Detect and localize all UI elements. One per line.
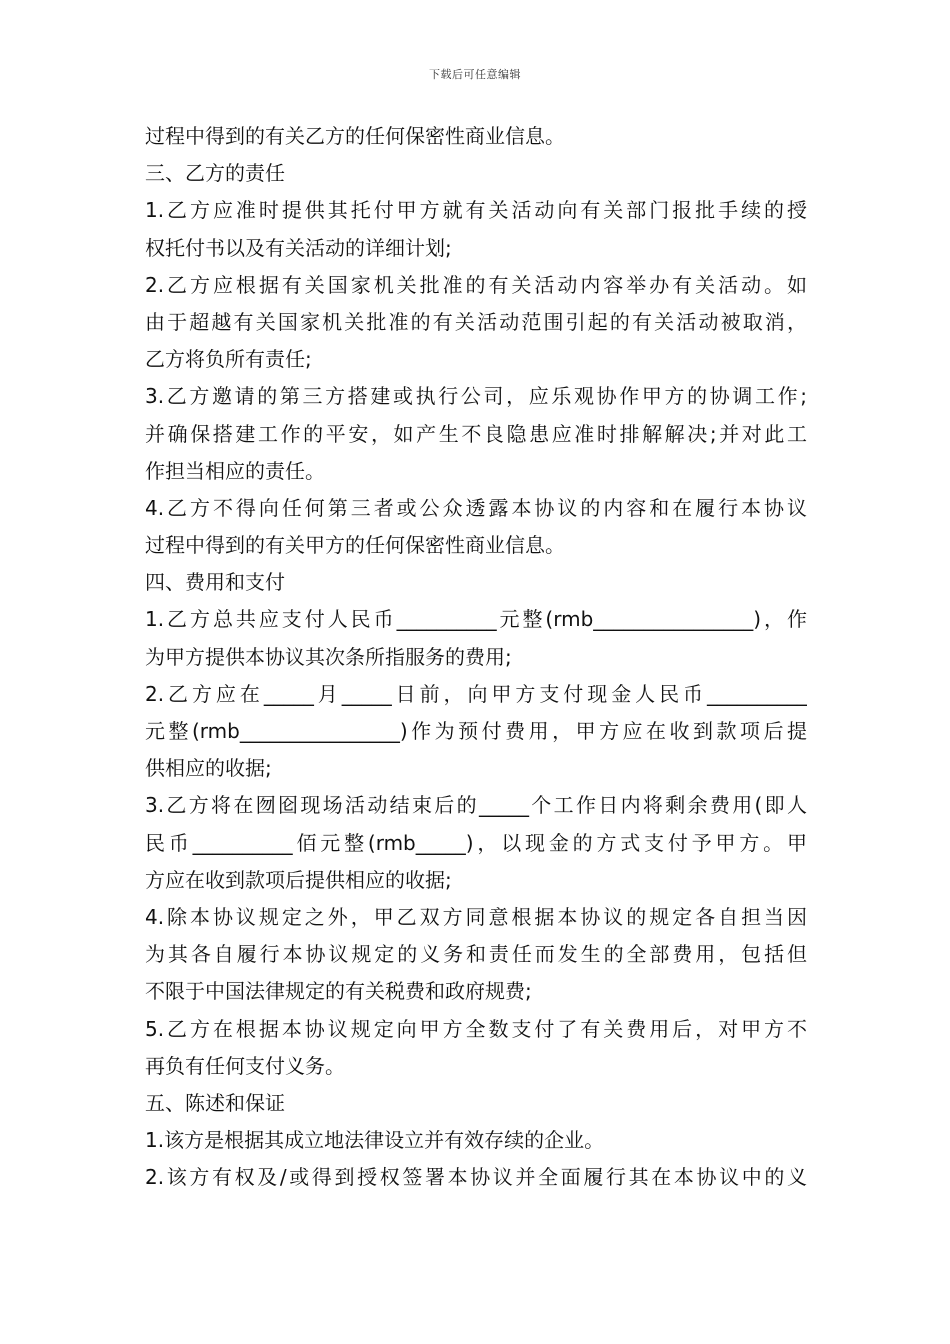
text-line: 乙方将负所有责任; xyxy=(145,347,312,372)
text-line: 由于超越有关国家机关批准的有关活动范围引起的有关活动被取消， xyxy=(145,309,807,334)
text-line: 元整(rmb________________)作为预付费用，甲方应在收到款项后提 xyxy=(145,719,807,743)
text-line: 为其各自履行本协议规定的义务和责任而发生的全部费用，包括但 xyxy=(145,942,807,967)
text-line: 方应在收到款项后提供相应的收据; xyxy=(145,867,452,892)
text-line: 三、乙方的责任 xyxy=(145,161,285,186)
text-line: 不限于中国法律规定的有关税费和政府规费; xyxy=(145,979,532,1004)
text-line: 作担当相应的责任。 xyxy=(145,458,325,483)
text-line: 3.乙方将在囫囵现场活动结束后的_____个工作日内将剩余费用(即人 xyxy=(145,793,807,818)
text-line: 2.乙方应在_____月_____日前，向甲方支付现金人民币__________ xyxy=(145,681,807,706)
text-line: 过程中得到的有关乙方的任何保密性商业信息。 xyxy=(145,124,565,148)
text-line: 2.该方有权及/或得到授权签署本协议并全面履行其在本协议中的义 xyxy=(145,1165,807,1190)
text-line: 1.乙方总共应支付人民币__________元整(rmb________________)，作 xyxy=(145,607,807,632)
text-line: 权托付书以及有关活动的详细计划; xyxy=(145,235,452,260)
text-line: 民币__________佰元整(rmb_____)，以现金的方式支付予甲方。甲 xyxy=(145,830,807,855)
text-line: 四、费用和支付 xyxy=(145,570,285,595)
text-line: 2.乙方应根据有关国家机关批准的有关活动内容举办有关活动。如 xyxy=(145,272,807,297)
text-line: 4.除本协议规定之外，甲乙双方同意根据本协议的规定各自担当因 xyxy=(145,904,807,929)
text-line: 3.乙方邀请的第三方搭建或执行公司，应乐观协作甲方的协调工作; xyxy=(145,384,807,409)
text-line: 4.乙方不得向任何第三者或公众透露本协议的内容和在履行本协议 xyxy=(145,495,807,520)
text-line: 并确保搭建工作的平安，如产生不良隐患应准时排解解决;并对此工 xyxy=(145,421,807,446)
text-line: 再负有任何支付义务。 xyxy=(145,1053,345,1078)
text-line: 1.乙方应准时提供其托付甲方就有关活动向有关部门报批手续的授 xyxy=(145,198,807,223)
text-line: 为甲方提供本协议其次条所指服务的费用; xyxy=(145,644,512,669)
page-header: 下载后可任意编辑 xyxy=(429,68,521,81)
text-line: 5.乙方在根据本协议规定向甲方全数支付了有关费用后，对甲方不 xyxy=(145,1016,807,1041)
text-line: 五、陈述和保证 xyxy=(145,1090,285,1115)
document-body xyxy=(145,118,807,1196)
text-line: 1.该方是根据其成立地法律设立并有效存续的企业。 xyxy=(145,1128,605,1153)
text-line: 供相应的收据; xyxy=(145,756,272,781)
text-line: 过程中得到的有关甲方的任何保密性商业信息。 xyxy=(145,533,565,558)
